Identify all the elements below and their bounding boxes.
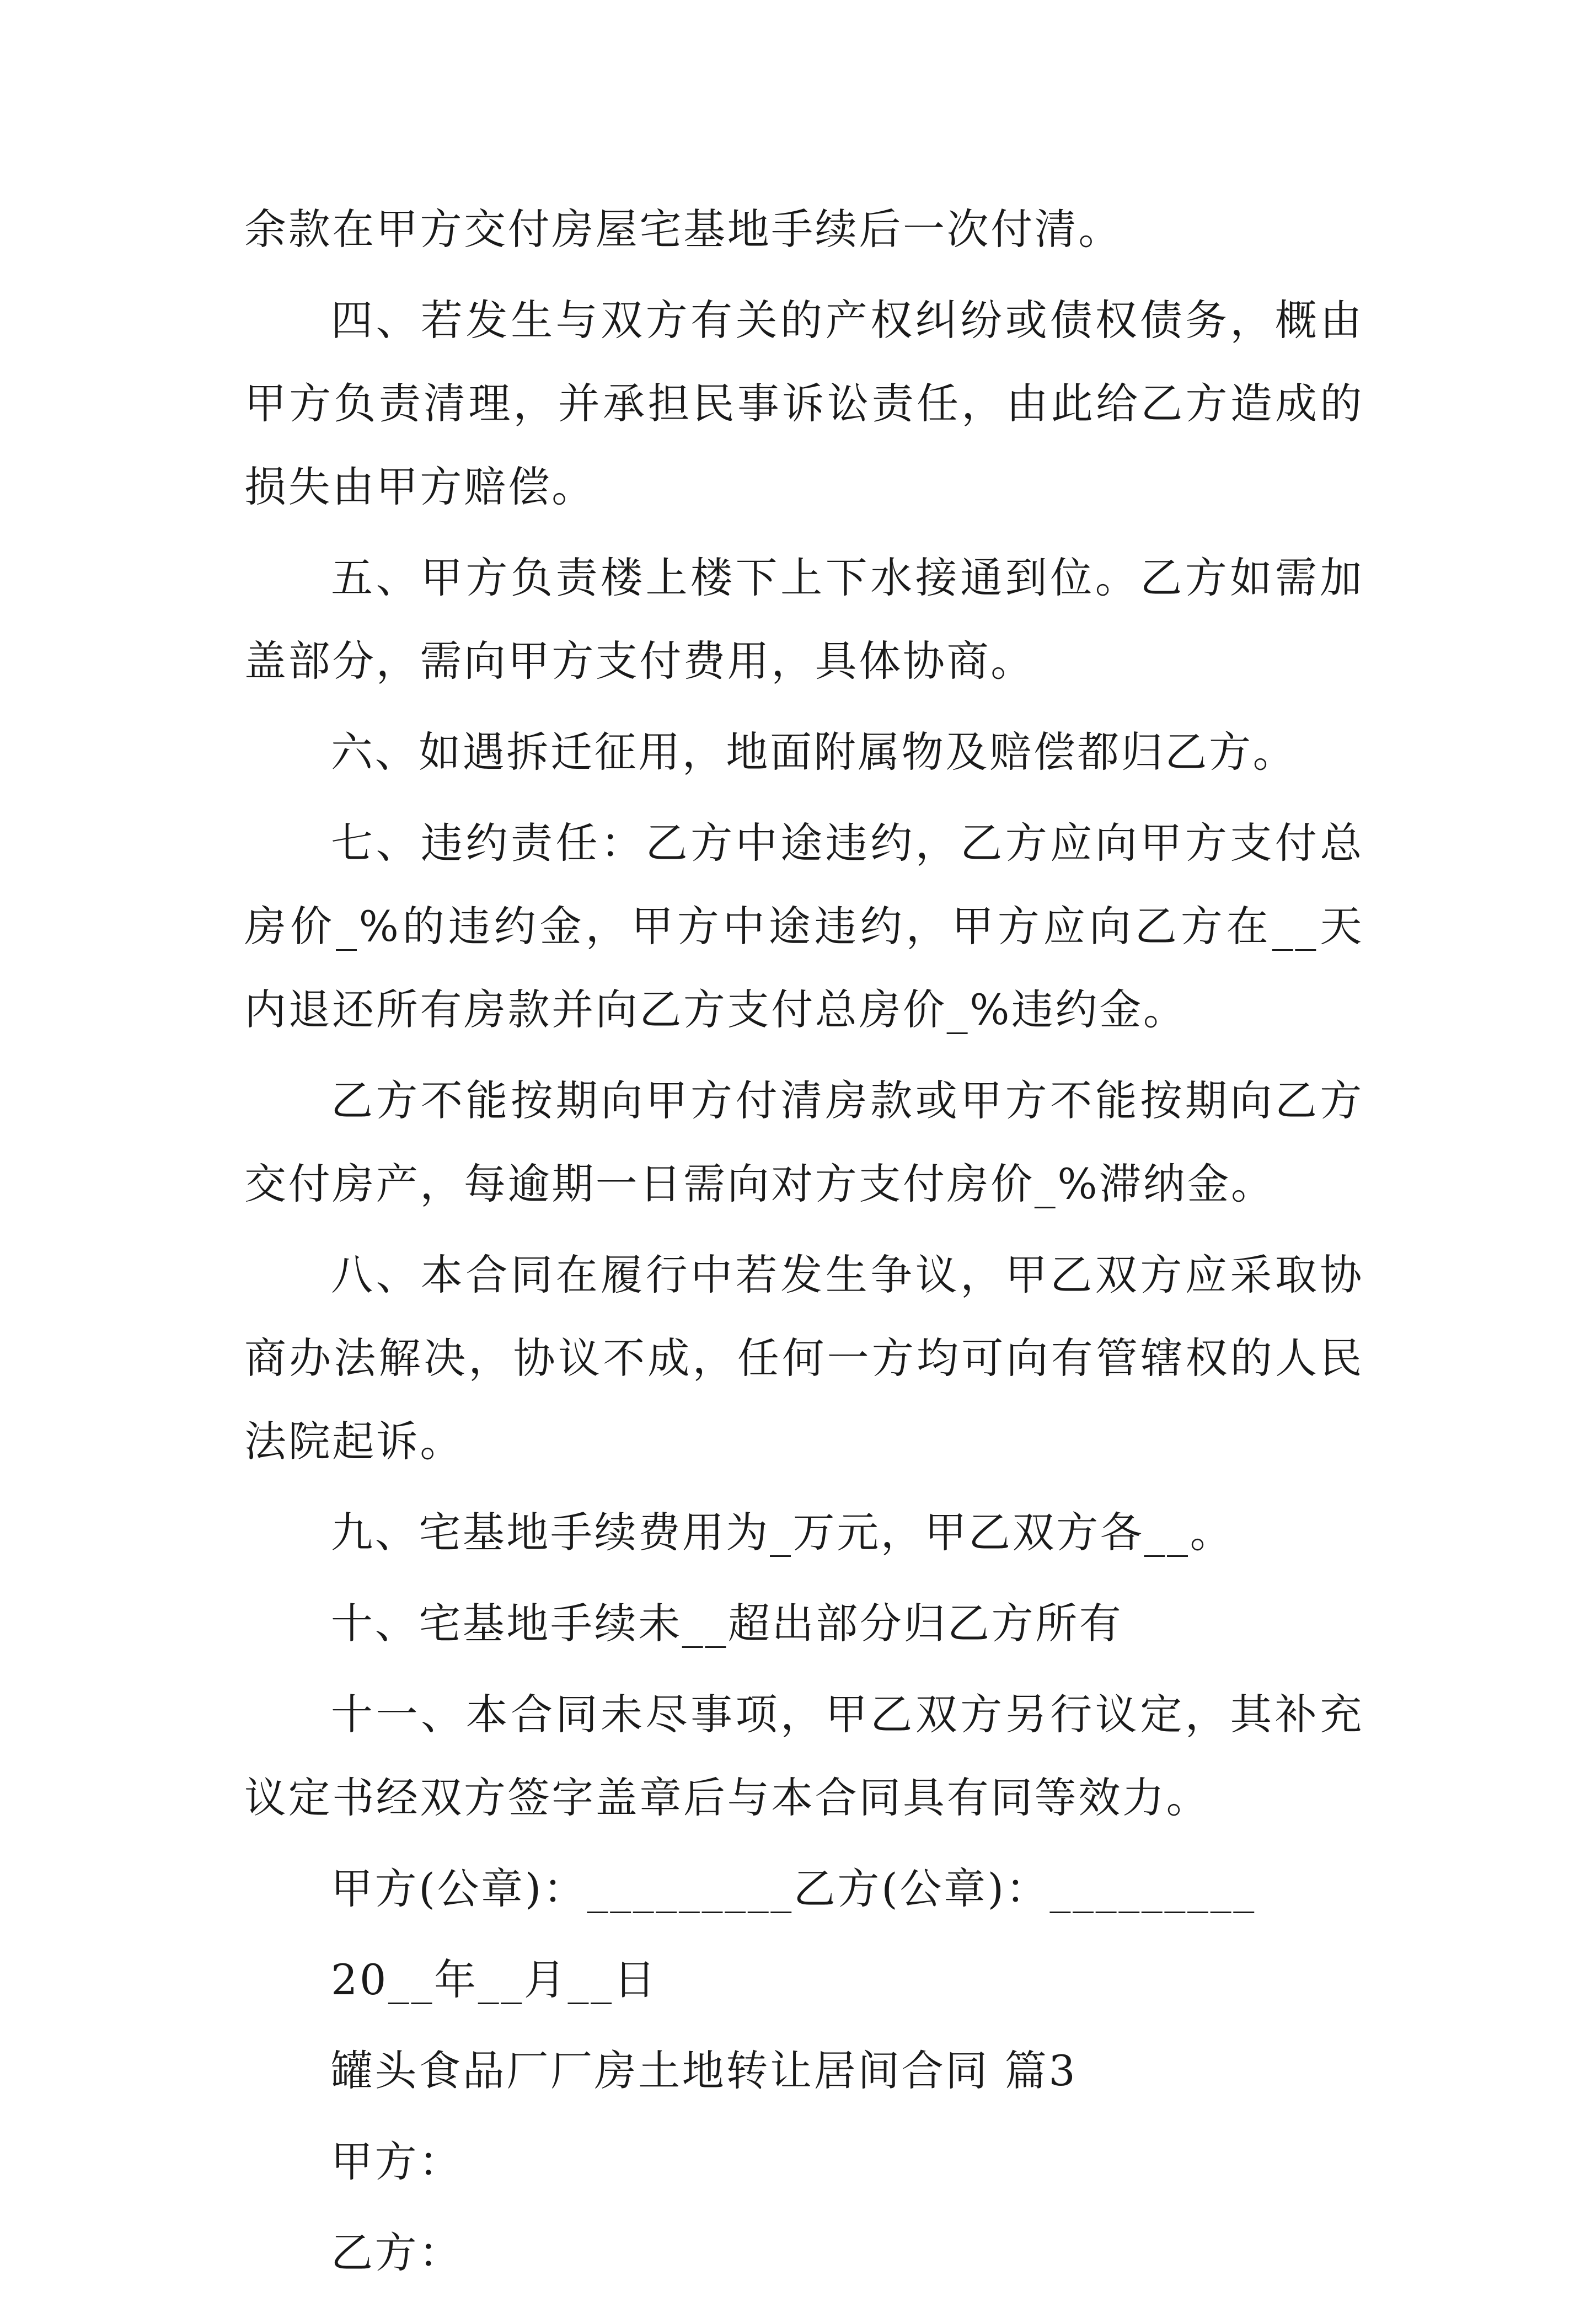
paragraph-clause-7: 七、违约责任：乙方中途违约，乙方应向甲方支付总房价_%的违约金，甲方中途违约，甲方应向乙方在__天内退还所有房款并向乙方支付总房价_%违约金。 [244,818,1364,1034]
paragraph-clause-6: 六、如遇拆迁征用，地面附属物及赔偿都归乙方。 [331,727,1297,777]
paragraph-clause-5: 五、甲方负责楼上楼下上下水接通到位。乙方如需加盖部分，需向甲方支付费用，具体协商。 [244,553,1364,686]
date-line: 20__年__月__日 [331,1955,658,2004]
paragraph-late-fee: 乙方不能按期向甲方付清房款或甲方不能按期向乙方交付房产，每逾期一日需向对方支付房价_%滞纳金。 [244,1076,1364,1208]
document-body [244,188,1364,2302]
party-a-label: 甲方： [331,2137,463,2186]
signature-line: 甲方(公章)：_________乙方(公章)：_________ [331,1864,1256,1913]
party-b-label: 乙方： [331,2228,463,2277]
paragraph-clause-8: 八、本合同在履行中若发生争议，甲乙双方应采取协商办法解决，协议不成，任何一方均可向有管辖权的人民法院起诉。 [244,1250,1364,1466]
paragraph-clause-11: 十一、本合同未尽事项，甲乙双方另行议定，其补充议定书经双方签字盖章后与本合同具有同等效力。 [244,1690,1364,1822]
paragraph-clause-9: 九、宅基地手续费用为_万元，甲乙双方各__。 [331,1508,1234,1557]
section-title: 罐头食品厂厂房土地转让居间合同 篇3 [331,2046,1078,2095]
paragraph-clause-10: 十、宅基地手续未__超出部分归乙方所有 [331,1599,1123,1648]
paragraph-payment-balance: 余款在甲方交付房屋宅基地手续后一次付清。 [244,205,1122,254]
paragraph-clause-4: 四、若发生与双方有关的产权纠纷或债权债务，概由甲方负责清理，并承担民事诉讼责任，由此给乙方造成的损失由甲方赔偿。 [244,296,1364,511]
